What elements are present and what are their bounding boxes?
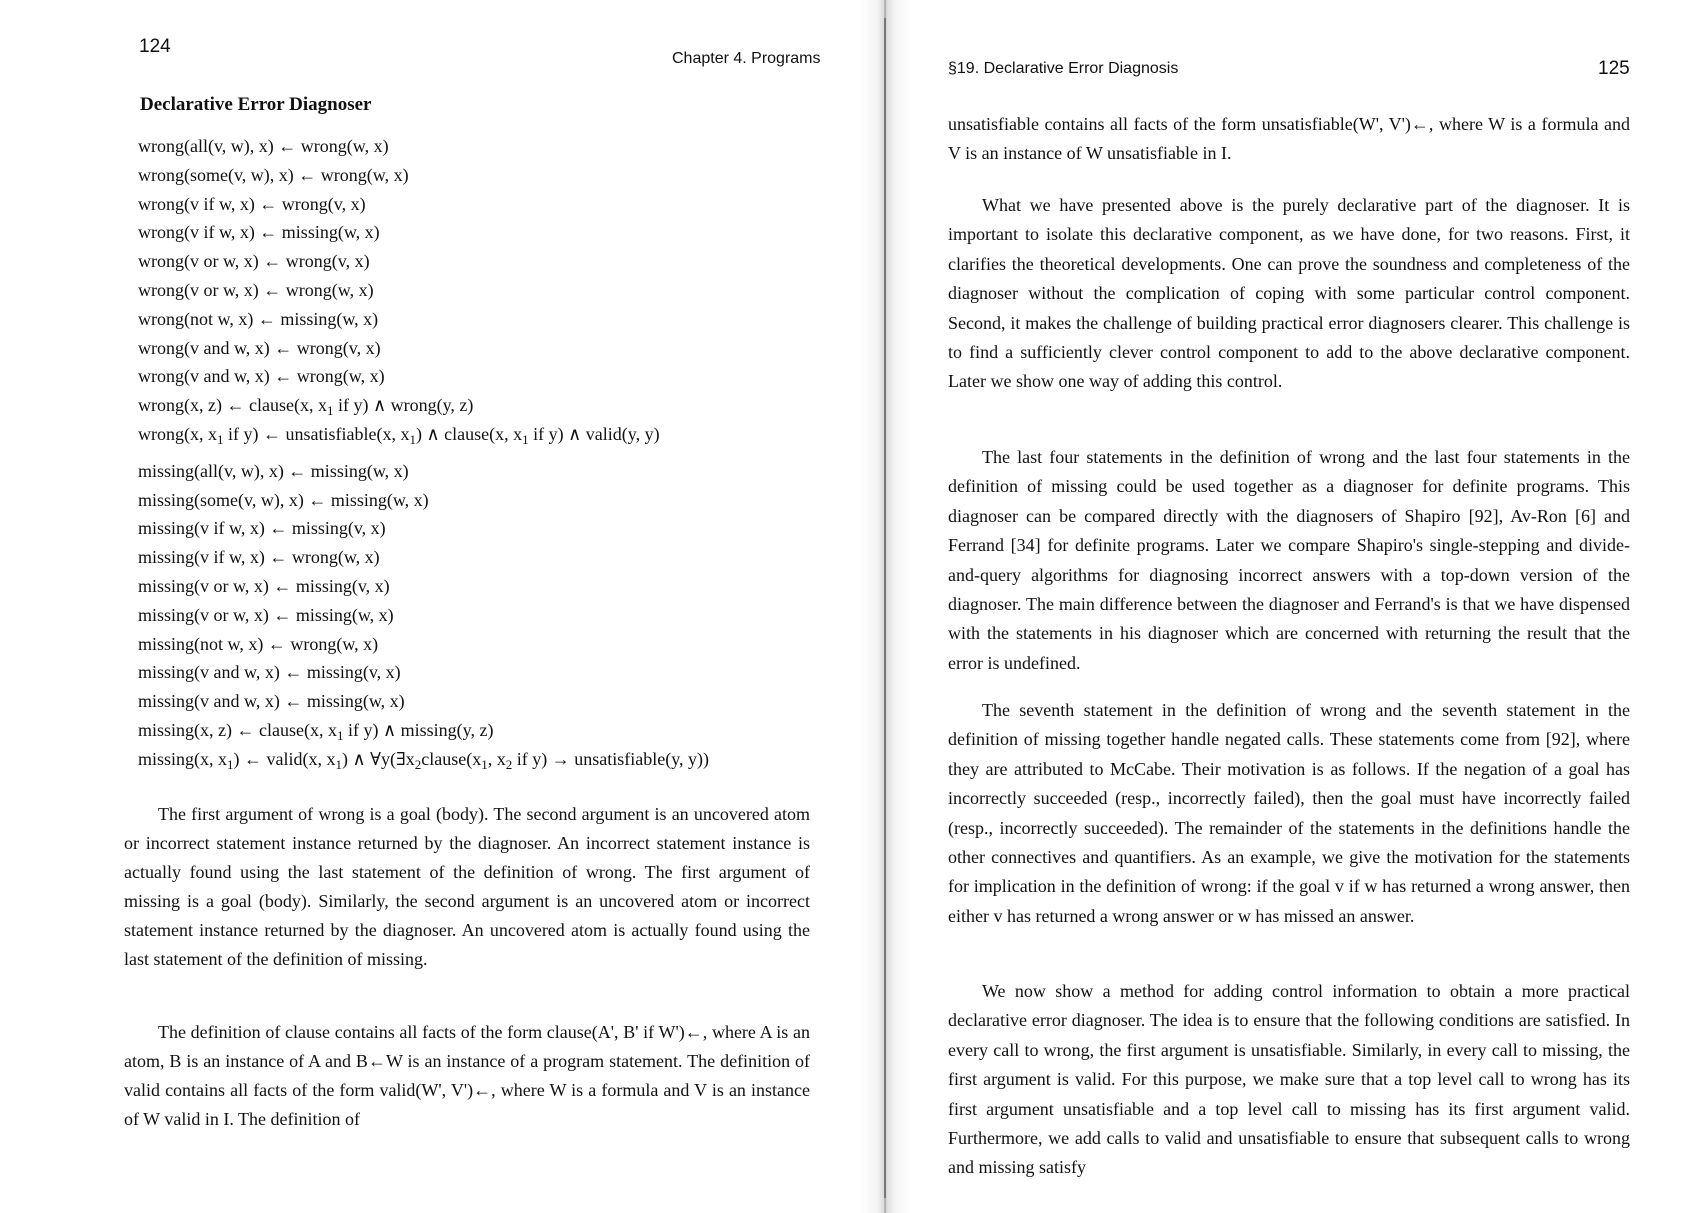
missing-clause-base-rule: missing(x, $x_1$) ← valid(x, $x_1$) ∧ $\forall y(\exists x_2clause(x_1$, $x_2$ if y) → unsatisfiable(y, y)) — [138, 748, 710, 772]
missing-clause-clause-rule: missing(x, z) ← clause(x, $x_1$ if y) ∧ missing(y, z) — [138, 719, 494, 743]
running-head-left: Chapter 4. Programs — [672, 50, 821, 67]
wrong-clause: wrong(some(v, w), x) ← wrong(w, x) — [138, 164, 409, 185]
page-number-right: 125 — [1598, 58, 1630, 79]
paragraph: The last four statements in the definition of wrong and the last four statements in the definition of missing could be used together as a diagnoser for definite programs. This diagnoser can be compared directly with the diagnosers of Shapiro [92], Av-Ron [6] and Ferrand [34] for definite programs. Later we compare Shapiro's single-stepping and divide-and-query algorithms for diagnosing incorrect answers with a top-down version of the diagnoser. The main difference between the diagnoser and Ferrand's is that we have dispensed with the statements in his diagnoser which are concerned with returning the result that the error is undefined. — [948, 447, 1630, 673]
wrong-clause: wrong(all(v, w), x) ← wrong(w, x) — [138, 136, 389, 156]
paragraph: The definition of clause contains all facts of the form clause(A', B' if W')←, where A is an atom, B is an instance of A and B←W is an instance of a program statement. The definition of valid contains all facts of the form valid(W', V')←, where W is a formula and V is an instance of W valid in I. The definition of — [124, 1022, 810, 1129]
missing-clause: missing(v or w, x) ← missing(v, x) — [138, 575, 390, 596]
missing-clause: missing(v and w, x) ← missing(v, x) — [138, 662, 401, 683]
missing-clause: missing(v if w, x) ← missing(v, x) — [138, 518, 386, 539]
missing-clause: missing(v if w, x) ← wrong(w, x) — [138, 547, 380, 568]
paragraph: unsatisfiable contains all facts of the form unsatisfiable(W', V')←, where W is a formula and V is an instance of W unsatisfiable in I. — [948, 114, 1630, 164]
paragraph: The first argument of wrong is a goal (body). The second argument is an uncovered atom or incorrect statement instance returned by the diagnoser. An incorrect statement instance is actually found using the last statement of the definition of wrong. The first argument of missing is a goal (body). Similarly, the second argument is an uncovered atom or incorrect statement instance returned by the diagnoser. An uncovered atom is actually found using the last statement of the definition of missing. — [124, 804, 810, 969]
page-number-left: 124 — [139, 36, 171, 57]
wrong-clause: wrong(not w, x) ← missing(w, x) — [138, 308, 379, 329]
binding-edge — [884, 18, 886, 1198]
running-head-right: §19. Declarative Error Diagnosis — [948, 60, 1179, 77]
missing-clause: missing(all(v, w), x) ← missing(w, x) — [138, 460, 409, 481]
paragraph: The seventh statement in the definition of wrong and the seventh statement in the definition of missing together handle negated calls. These statements come from [92], where they are attributed to McCabe. Their motivation is as follows. If the negation of a goal has incorrectly succeeded (resp., incorrectly failed), then the goal must have incorrectly failed (resp., incorrectly succeeded). The remainder of the statements in the definitions handle the other connectives and quantifiers. As an example, we give the motivation for the statements for implication in the definition of wrong: if the goal v if w has returned a wrong answer, then either v has returned a wrong answer or w has missed an answer. — [948, 700, 1630, 926]
section-title: Declarative Error Diagnoser — [140, 94, 372, 115]
missing-clause: missing(v and w, x) ← missing(w, x) — [138, 691, 405, 712]
wrong-clause: wrong(v or w, x) ← wrong(v, x) — [138, 251, 370, 272]
paragraph: What we have presented above is the purely declarative part of the diagnoser. It is important to isolate this declarative component, as we have done, for two reasons. First, it clarifies the theoretical developments. One can prove the soundness and completeness of the diagnoser without the complication of coping with some particular control component. Second, it makes the challenge of building practical error diagnosers clearer. This challenge is to find a sufficiently clever control component to add to the above declarative component. Later we show one way of adding this control. — [948, 195, 1630, 392]
wrong-clause: wrong(v if w, x) ← missing(w, x) — [138, 222, 380, 243]
missing-clause: missing(some(v, w), x) ← missing(w, x) — [138, 489, 429, 510]
wrong-clause-clause-rule: wrong(x, z) ← clause(x, $x_1$ if y) ∧ wrong(y, z) — [138, 395, 474, 419]
missing-clause: missing(not w, x) ← wrong(w, x) — [138, 633, 379, 654]
wrong-clause: wrong(v or w, x) ← wrong(w, x) — [138, 279, 374, 300]
wrong-clause: wrong(v if w, x) ← wrong(v, x) — [138, 193, 366, 214]
paragraph: We now show a method for adding control information to obtain a more practical declarative error diagnoser. The idea is to ensure that the following conditions are satisfied. In every call to wrong, the first argument is unsatisfiable. Similarly, in every call to missing, the first argument is valid. For this purpose, we make sure that a top level call to wrong has its first argument unsatisfiable and a top level call to missing has its first argument valid. Furthermore, we add calls to valid and unsatisfiable to ensure that subsequent calls to wrong and missing satisfy — [948, 981, 1630, 1178]
diagnoser-program — [138, 132, 878, 774]
missing-clause: missing(v or w, x) ← missing(w, x) — [138, 604, 394, 625]
wrong-clause-base-rule: wrong(x, $x_1$ if y) ← unsatisfiable(x, $x_1$) ∧ clause(x, $x_1$ if y) ∧ valid(y, y) — [138, 423, 660, 447]
wrong-clause: wrong(v and w, x) ← wrong(w, x) — [138, 366, 385, 387]
wrong-clause: wrong(v and w, x) ← wrong(v, x) — [138, 337, 381, 358]
